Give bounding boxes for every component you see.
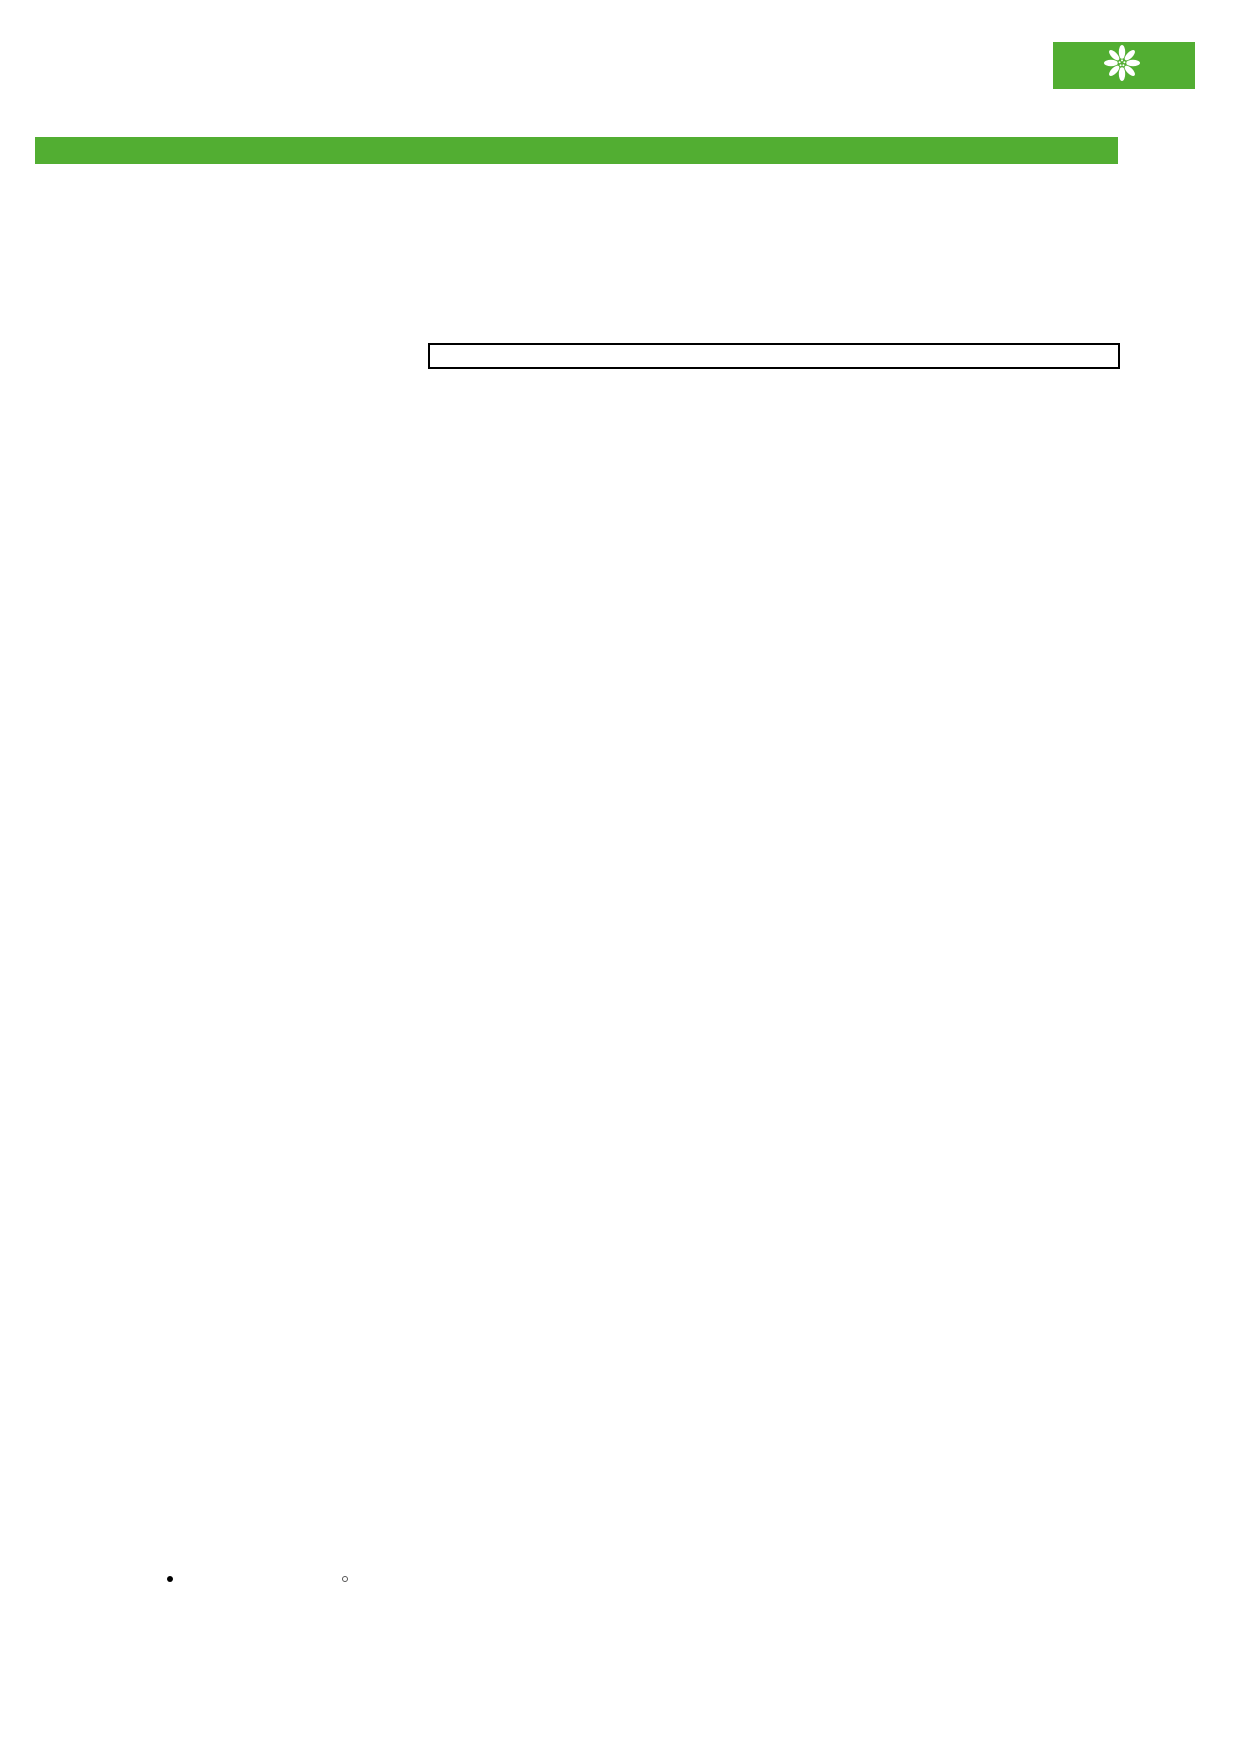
column-code-row (428, 343, 1120, 369)
diagonal-column-headers (0, 160, 1240, 344)
legend (57, 1576, 348, 1582)
optional-dot-icon (342, 1576, 348, 1582)
edelweiss-icon (1104, 45, 1140, 86)
required-dot-icon (167, 1576, 173, 1582)
dav-logo (1053, 42, 1195, 89)
